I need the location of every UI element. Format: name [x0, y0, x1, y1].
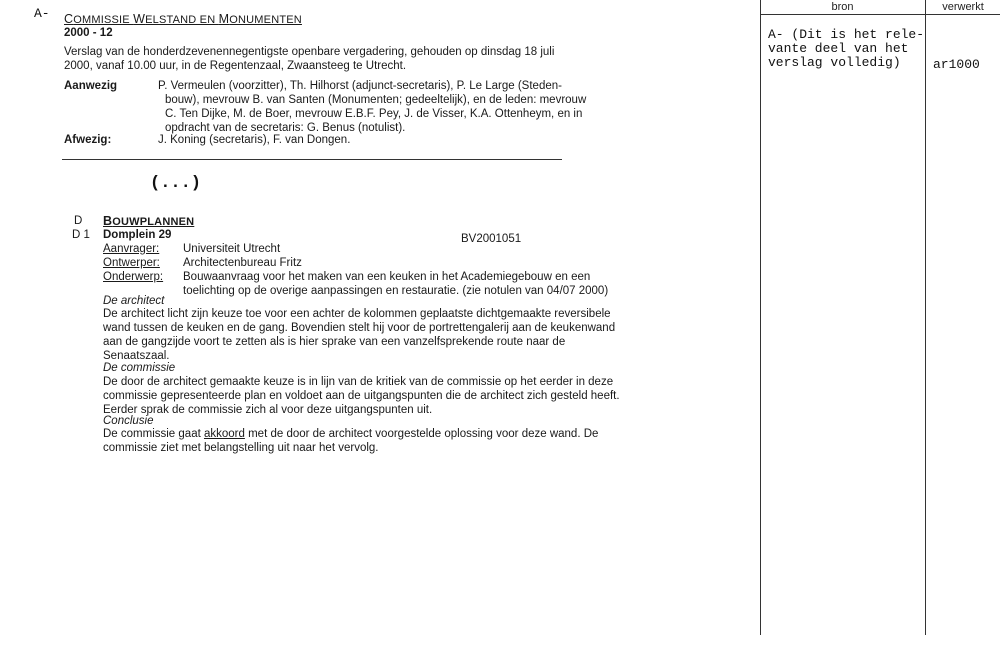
- table-header-line: [760, 14, 1000, 15]
- document-title: COMMISSIE WELSTAND EN MONUMENTEN: [64, 12, 302, 26]
- field-label-subject: Onderwerp:: [103, 271, 164, 283]
- column-header-verwerkt: verwerkt: [942, 1, 984, 13]
- intro-line-1: Verslag van de honderdzevenennegentigste openbare vergadering, gehouden op dinsdag 18 juli: [64, 46, 555, 58]
- commission-heading: De commissie: [103, 362, 176, 374]
- architect-line-3: aan de gangzijde voort te zetten als is hier sprake van een vanzelfsprekende route naar de: [103, 336, 566, 348]
- present-label: Aanwezig: [64, 80, 118, 92]
- item-title: Domplein 29: [103, 229, 172, 241]
- table-divider: [925, 0, 926, 635]
- item-number: D 1: [72, 229, 90, 241]
- present-line-3: C. Ten Dijke, M. de Boer, mevrouw E.B.F. Pey, J. de Visser, K.A. Ottenheym, en in: [165, 108, 583, 120]
- document-number: 2000 - 12: [64, 27, 113, 39]
- architect-line-4: Senaatszaal.: [103, 350, 170, 362]
- absent-text: J. Koning (secretaris), F. van Dongen.: [158, 134, 351, 146]
- commission-line-2: commissie gepresenteerde plan en voldoet aan de uitgangspunten die de architect zich gesteld heeft.: [103, 390, 620, 402]
- source-note-line-2: vante deel van het: [768, 41, 909, 56]
- source-note-line-3: verslag volledig): [768, 55, 901, 70]
- separator-line: [62, 159, 562, 160]
- field-value-designer: Architectenbureau Fritz: [183, 257, 302, 269]
- omission-marker: (...): [150, 174, 202, 193]
- table-left-border: [760, 0, 761, 635]
- commission-line-3: Eerder sprak de commissie zich al voor deze uitgangspunten uit.: [103, 404, 433, 416]
- field-label-applicant: Aanvrager:: [103, 243, 160, 255]
- conclusion-line-1: De commissie gaat akkoord met de door de architect voorgestelde oplossing voor deze wand. De: [103, 428, 599, 440]
- present-line-1: P. Vermeulen (voorzitter), Th. Hilhorst (adjunct-secretaris), P. Le Large (Steden-: [158, 80, 562, 92]
- column-header-bron: bron: [831, 1, 854, 13]
- architect-line-2: wand tussen de keuken en de gang. Bovendien stelt hij voor de portrettengalerij aan de keukenwand: [103, 322, 616, 334]
- conclusion-heading: Conclusie: [103, 415, 154, 427]
- commission-line-1: De door de architect gemaakte keuze is in lijn van de kritiek van de commissie op het eerder in deze: [103, 376, 614, 388]
- present-line-4: opdracht van de secretaris: G. Benus (notulist).: [165, 122, 406, 134]
- field-label-designer: Ontwerper:: [103, 257, 160, 269]
- conclusion-line-2: commissie ziet met belangstelling uit naar het vervolg.: [103, 442, 379, 454]
- field-value-subject-cont: toelichting op de overige aanpassingen en restauratie. (zie notulen van 04/07 2000): [183, 285, 609, 297]
- section-title: BOUWPLANNEN: [103, 214, 195, 228]
- field-value-subject: Bouwaanvraag voor het maken van een keuken in het Academiegebouw en een: [183, 271, 591, 283]
- field-value-applicant: Universiteit Utrecht: [183, 243, 281, 255]
- reference-number: BV2001051: [461, 233, 522, 245]
- processed-code: ar1000: [933, 57, 980, 72]
- architect-heading: De architect: [103, 295, 165, 307]
- section-letter: D: [74, 215, 83, 227]
- architect-line-1: De architect licht zijn keuze toe voor een achter de kolommen geplaatste dichtgemaakte reversibele: [103, 308, 611, 320]
- absent-label: Afwezig:: [64, 134, 112, 146]
- source-note-line-1: A- (Dit is het rele-: [768, 27, 925, 42]
- present-line-2: bouw), mevrouw B. van Santen (Monumenten; gedeeltelijk), en de leden: mevrouw: [165, 94, 587, 106]
- margin-letter: A-: [34, 6, 50, 21]
- intro-line-2: 2000, vanaf 10.00 uur, in de Regentenzaal, Zwaansteeg te Utrecht.: [64, 60, 407, 72]
